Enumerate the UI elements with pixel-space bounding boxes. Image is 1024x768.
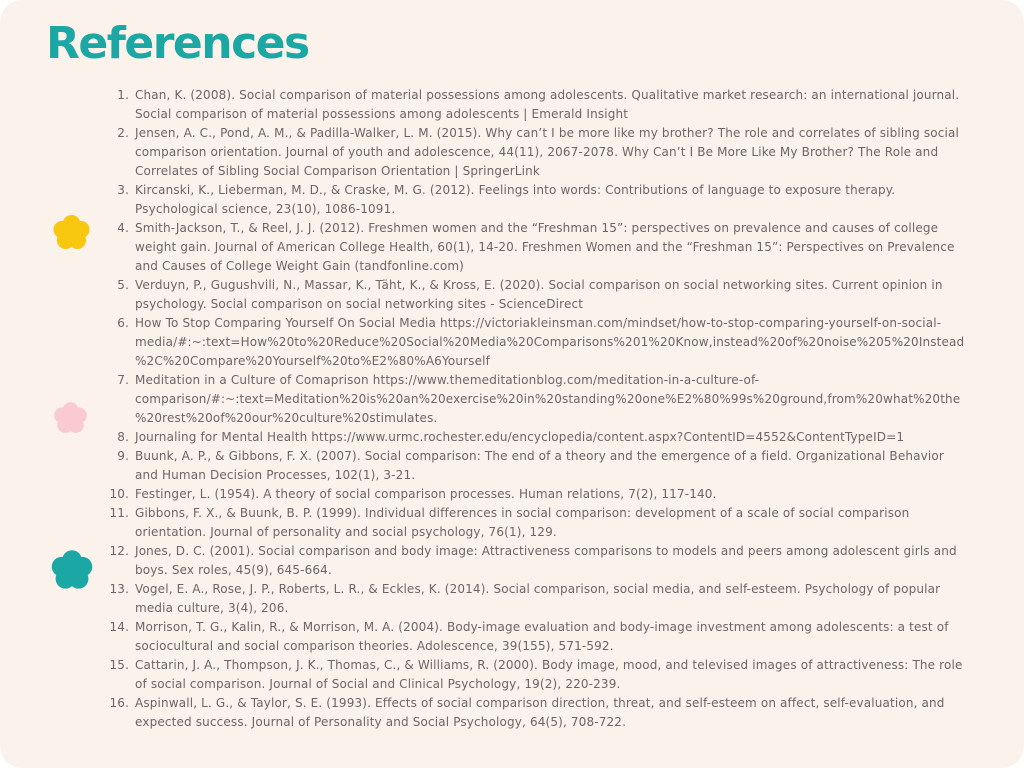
reference-item: 16. Aspinwall, L. G., & Taylor, S. E. (1993). Effects of social comparison direction, threat, and self-esteem on affect, self-evaluation, and expected success. Journal of Personality and Social Psychology, 64(5), 708-722. bbox=[133, 694, 968, 732]
reference-item: 6. How To Stop Comparing Yourself On Social Media https://victoriakleinsman.com/mindset/how-to-stop-comparing-yourself-on-social-media/#:~:text=How%20to%20Reduce%20Social%20Media%20Comparisons%201%20Know,instead%20of%20noise%205%20Instead%2C%20Compare%20Yourself%20to%E2%80%A6Yourself bbox=[133, 314, 968, 371]
reference-item: 8. Journaling for Mental Health https://www.urmc.rochester.edu/encyclopedia/content.aspx?ContentID=4552&ContentTypeID=1 bbox=[133, 428, 968, 447]
reference-item: 4. Smith-Jackson, T., & Reel, J. J. (2012). Freshmen women and the “Freshman 15”: perspectives on prevalence and causes of college weight gain. Journal of American College Health, 60(1), 14-20. Freshmen Women and the “Freshman 15”: Perspectives on Prevalence and Causes of College Weight Gain (tandfonline.com) bbox=[133, 219, 968, 276]
reference-item: 14. Morrison, T. G., Kalin, R., & Morrison, M. A. (2004). Body-image evaluation and body-image investment among adolescents: a test of sociocultural and social comparison theories. Adolescence, 39(155), 571-592. bbox=[133, 618, 968, 656]
reference-item: 3. Kircanski, K., Lieberman, M. D., & Craske, M. G. (2012). Feelings into words: Contributions of language to exposure therapy. Psychological science, 23(10), 1086-1091. bbox=[133, 181, 968, 219]
references-list bbox=[0, 86, 968, 732]
reference-item: 15. Cattarin, J. A., Thompson, J. K., Thomas, C., & Williams, R. (2000). Body image, mood, and televised images of attractiveness: The role of social comparison. Journal of Social and Clinical Psychology, 19(2), 220-239. bbox=[133, 656, 968, 694]
page-title: References bbox=[46, 18, 309, 69]
reference-item: 10. Festinger, L. (1954). A theory of social comparison processes. Human relations, 7(2), 117-140. bbox=[133, 485, 968, 504]
reference-item: 1. Chan, K. (2008). Social comparison of material possessions among adolescents. Qualitative market research: an international journal. Social comparison of material possessions among adolescents | Emerald Insight bbox=[133, 86, 968, 124]
references-section bbox=[0, 86, 968, 732]
reference-item: 7. Meditation in a Culture of Comaprison https://www.themeditationblog.com/meditation-in-a-culture-of-comparison/#:~:text=Meditation%20is%20an%20exercise%20in%20standing%20one%E2%80%99s%20ground,from%20what%20the%20rest%20of%20our%20culture%20stimulates. bbox=[133, 371, 968, 428]
reference-item: 2. Jensen, A. C., Pond, A. M., & Padilla-Walker, L. M. (2015). Why can’t I be more like my brother? The role and correlates of sibling social comparison orientation. Journal of youth and adolescence, 44(11), 2067-2078. Why Can’t I Be More Like My Brother? The Role and Correlates of Sibling Social Comparison Orientation | SpringerLink bbox=[133, 124, 968, 181]
reference-item: 13. Vogel, E. A., Rose, J. P., Roberts, L. R., & Eckles, K. (2014). Social comparison, social media, and self-esteem. Psychology of popular media culture, 3(4), 206. bbox=[133, 580, 968, 618]
reference-item: 9. Buunk, A. P., & Gibbons, F. X. (2007). Social comparison: The end of a theory and the emergence of a field. Organizational Behavior and Human Decision Processes, 102(1), 3-21. bbox=[133, 447, 968, 485]
reference-item: 11. Gibbons, F. X., & Buunk, B. P. (1999). Individual differences in social comparison: development of a scale of social comparison orientation. Journal of personality and social psychology, 76(1), 129. bbox=[133, 504, 968, 542]
reference-item: 12. Jones, D. C. (2001). Social comparison and body image: Attractiveness comparisons to models and peers among adolescent girls and boys. Sex roles, 45(9), 645-664. bbox=[133, 542, 968, 580]
reference-item: 5. Verduyn, P., Gugushvili, N., Massar, K., Täht, K., & Kross, E. (2020). Social comparison on social networking sites. Current opinion in psychology. Social comparison on social networking sites - ScienceDirect bbox=[133, 276, 968, 314]
